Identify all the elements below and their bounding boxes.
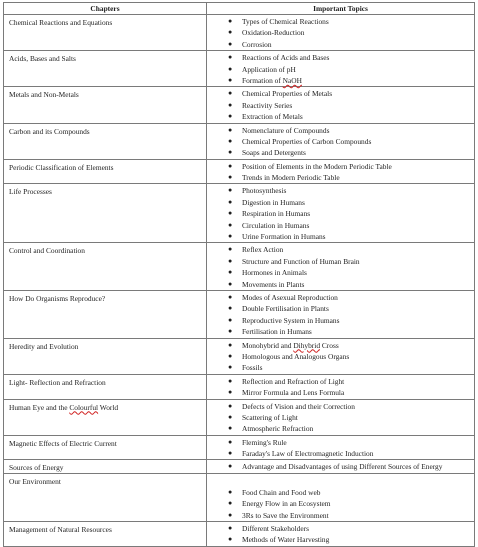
topic-list-item	[207, 267, 474, 278]
table-row	[4, 15, 475, 51]
chapters-topics-table	[3, 2, 475, 547]
table-row	[4, 374, 475, 399]
bullet-icon: ●	[228, 173, 233, 182]
bullet-icon: ●	[228, 401, 233, 410]
bullet-icon: ●	[228, 136, 233, 145]
topic-list-item	[207, 487, 474, 498]
topic-list-item	[207, 510, 474, 521]
topic-text: Structure and Function of Human Brain	[242, 256, 360, 266]
bullet-icon: ●	[228, 327, 233, 336]
chapter-cell: Life Processes	[4, 184, 207, 243]
table-row	[4, 159, 475, 184]
bullet-icon: ●	[228, 197, 233, 206]
topic-list	[207, 376, 474, 399]
topic-text: Nomenclature of Compounds	[242, 125, 330, 135]
topic-list-item	[207, 147, 474, 158]
topic-list-item	[207, 256, 474, 267]
topic-text: Scattering of Light	[242, 412, 298, 422]
topics-cell	[207, 460, 475, 474]
topic-list	[207, 292, 474, 338]
topic-text: Formation of NaOH	[242, 75, 302, 85]
topic-list-item	[207, 423, 474, 434]
topic-text: 3Rs to Save the Environment	[242, 510, 329, 520]
header-important-topics: Important Topics	[207, 3, 475, 15]
bullet-icon: ●	[228, 424, 233, 433]
chapter-cell: Periodic Classification of Elements	[4, 159, 207, 184]
topic-text: Reproductive System in Humans	[242, 315, 340, 325]
table-row	[4, 184, 475, 243]
topic-list-item	[207, 461, 474, 472]
topics-cell	[207, 474, 475, 522]
topic-list-item	[207, 315, 474, 326]
chapter-cell: Our Environment	[4, 474, 207, 522]
topic-text: Different Stakeholders	[242, 524, 309, 534]
bullet-icon: ●	[228, 256, 233, 265]
topic-list-item	[207, 412, 474, 423]
topic-text: Reactivity Series	[242, 100, 293, 110]
topic-list	[207, 461, 474, 472]
topic-list-item	[207, 52, 474, 63]
table-row	[4, 522, 475, 547]
topic-text: Double Fertilisation in Plants	[242, 304, 329, 314]
topic-list-item	[207, 220, 474, 231]
chapter-cell: Management of Natural Resources	[4, 522, 207, 547]
topic-list	[207, 401, 474, 435]
topic-list-item	[207, 39, 474, 50]
topic-text: Photosynthesis	[242, 186, 287, 196]
topic-text: Methods of Water Harvesting	[242, 535, 330, 545]
bullet-icon: ●	[228, 376, 233, 385]
chapter-cell: Human Eye and the Colourful World	[4, 399, 207, 435]
topic-text: Defects of Vision and their Correction	[242, 401, 355, 411]
topic-text: Chemical Properties of Carbon Compounds	[242, 136, 372, 146]
topic-list-item	[207, 351, 474, 362]
topic-text: Reactions of Acids and Bases	[242, 53, 330, 63]
topic-text: Food Chain and Food web	[242, 487, 321, 497]
topic-list-item	[207, 75, 474, 86]
bullet-icon: ●	[228, 28, 233, 37]
topic-list	[207, 161, 474, 184]
bullet-icon: ●	[228, 64, 233, 73]
topic-text: Position of Elements in the Modern Periodic Table	[242, 161, 392, 171]
topic-list-item	[207, 448, 474, 459]
table-row	[4, 460, 475, 474]
bullet-icon: ●	[228, 39, 233, 48]
table-row	[4, 87, 475, 123]
chapter-cell: Heredity and Evolution	[4, 338, 207, 374]
bullet-icon: ●	[228, 487, 233, 496]
topic-list-item	[207, 231, 474, 242]
bullet-icon: ●	[228, 100, 233, 109]
topic-text: Monohybrid and Dihybrid Cross	[242, 340, 339, 350]
table-row	[4, 243, 475, 291]
topic-text: Advantage and Disadvantages of using Different Sources of Energy	[242, 462, 443, 472]
bullet-icon: ●	[228, 17, 233, 25]
topic-text: Homologous and Analogous Organs	[242, 351, 350, 361]
topics-cell	[207, 87, 475, 123]
chapter-cell: Light- Reflection and Refraction	[4, 374, 207, 399]
topic-list-item	[207, 27, 474, 38]
bullet-icon: ●	[228, 437, 233, 446]
topic-list-item	[207, 100, 474, 111]
table-row	[4, 290, 475, 338]
topic-list	[207, 125, 474, 159]
bullet-icon: ●	[228, 363, 233, 372]
topic-list-item	[207, 326, 474, 337]
topic-text: Faraday's Law of Electromagnetic Induction	[242, 449, 374, 459]
chapter-cell: Acids, Bases and Salts	[4, 51, 207, 87]
topic-list-item	[207, 387, 474, 398]
bullet-icon: ●	[228, 232, 233, 241]
topic-list-item	[207, 523, 474, 534]
topic-text: Reflection and Refraction of Light	[242, 376, 345, 386]
topic-text: Digestion in Humans	[242, 197, 305, 207]
document-page	[3, 2, 474, 547]
topic-text: Movements in Plants	[242, 279, 305, 289]
topic-list-item	[207, 136, 474, 147]
topic-text: Modes of Asexual Reproduction	[242, 292, 338, 302]
topic-list-item	[207, 498, 474, 509]
topics-cell	[207, 123, 475, 159]
topic-text: Atmospheric Refraction	[242, 424, 314, 434]
bullet-icon: ●	[228, 499, 233, 508]
bullet-icon: ●	[228, 449, 233, 458]
topics-cell	[207, 338, 475, 374]
bullet-icon: ●	[228, 388, 233, 397]
bullet-icon: ●	[228, 245, 233, 254]
topic-list-item	[207, 437, 474, 448]
topic-text: Soaps and Detergents	[242, 148, 306, 158]
topic-list-item	[207, 88, 474, 99]
topic-text: Trends in Modern Periodic Table	[242, 173, 340, 183]
bullet-icon: ●	[228, 53, 233, 62]
topic-list	[207, 475, 474, 521]
chapter-cell: Carbon and its Compounds	[4, 123, 207, 159]
topics-cell	[207, 399, 475, 435]
chapter-cell: Control and Coordination	[4, 243, 207, 291]
chapter-cell: Sources of Energy	[4, 460, 207, 474]
topic-list	[207, 437, 474, 460]
topic-text: Mirror Formula and Lens Formula	[242, 388, 345, 398]
topic-list	[207, 523, 474, 546]
topic-list-item	[207, 244, 474, 255]
bullet-icon: ●	[228, 462, 233, 471]
topics-cell	[207, 522, 475, 547]
topic-text: Hormones in Animals	[242, 268, 307, 278]
topic-list	[207, 244, 474, 290]
topic-list	[207, 185, 474, 242]
topic-list	[207, 88, 474, 122]
bullet-icon: ●	[228, 535, 233, 544]
topic-text: Energy Flow in an Ecosystem	[242, 499, 331, 509]
topics-cell	[207, 290, 475, 338]
topic-text: Circulation in Humans	[242, 220, 310, 230]
topic-list	[207, 52, 474, 86]
bullet-icon: ●	[228, 510, 233, 519]
topic-text: Urine Formation in Humans	[242, 232, 326, 242]
bullet-icon: ●	[228, 89, 233, 98]
table-row	[4, 123, 475, 159]
table-body	[4, 15, 475, 547]
topics-cell	[207, 435, 475, 460]
topic-list-item	[207, 534, 474, 545]
bullet-icon: ●	[228, 220, 233, 229]
topic-list-item	[207, 16, 474, 27]
chapter-cell: How Do Organisms Reproduce?	[4, 290, 207, 338]
topic-text: Fossils	[242, 363, 263, 373]
topic-list-item	[207, 292, 474, 303]
topic-list-item	[207, 64, 474, 75]
topic-text: Corrosion	[242, 39, 272, 49]
topic-text: Extraction of Metals	[242, 112, 303, 122]
topic-list	[207, 16, 474, 50]
topic-list-item	[207, 208, 474, 219]
chapter-cell: Magnetic Effects of Electric Current	[4, 435, 207, 460]
topic-list-item	[207, 185, 474, 196]
bullet-icon: ●	[228, 186, 233, 195]
topic-list-item	[207, 475, 474, 486]
bullet-icon: ●	[228, 112, 233, 121]
bullet-icon: ●	[228, 279, 233, 288]
topic-list-item	[207, 340, 474, 351]
topic-text: Application of pH	[242, 64, 296, 74]
topic-list-item	[207, 303, 474, 314]
topic-text: Respiration in Humans	[242, 209, 311, 219]
bullet-icon: ●	[228, 209, 233, 218]
topic-list-item	[207, 376, 474, 387]
topics-cell	[207, 243, 475, 291]
topic-list-item	[207, 111, 474, 122]
bullet-icon: ●	[228, 125, 233, 134]
table-row	[4, 338, 475, 374]
bullet-icon: ●	[228, 412, 233, 421]
table-row	[4, 435, 475, 460]
bullet-icon: ●	[228, 292, 233, 301]
bullet-icon: ●	[228, 340, 233, 349]
topic-list-item	[207, 362, 474, 373]
topic-text: Chemical Properties of Metals	[242, 89, 333, 99]
bullet-icon: ●	[228, 161, 233, 170]
topics-cell	[207, 159, 475, 184]
topic-list-item	[207, 279, 474, 290]
table-header-row	[4, 3, 475, 15]
topic-list-item	[207, 197, 474, 208]
topic-list-item	[207, 401, 474, 412]
topic-text: Types of Chemical Reactions	[242, 17, 329, 26]
bullet-icon: ●	[228, 524, 233, 533]
topic-list-item	[207, 172, 474, 183]
topic-text: Reflex Action	[242, 245, 284, 255]
table-row	[4, 474, 475, 522]
bullet-icon: ●	[228, 304, 233, 313]
topics-cell	[207, 15, 475, 51]
topic-text: Fleming's Rule	[242, 437, 287, 447]
topic-text: Fertilisation in Humans	[242, 327, 312, 337]
bullet-icon: ●	[228, 315, 233, 324]
bullet-icon: ●	[228, 75, 233, 84]
topic-list	[207, 340, 474, 374]
topic-list-item	[207, 161, 474, 172]
topic-list-item	[207, 125, 474, 136]
bullet-icon: ●	[228, 268, 233, 277]
topics-cell	[207, 374, 475, 399]
topics-cell	[207, 51, 475, 87]
header-chapters: Chapters	[4, 3, 207, 15]
topics-cell	[207, 184, 475, 243]
chapter-cell: Metals and Non-Metals	[4, 87, 207, 123]
bullet-icon: ●	[228, 351, 233, 360]
bullet-icon: ●	[228, 148, 233, 157]
topic-text: Oxidation-Reduction	[242, 28, 305, 38]
chapter-cell: Chemical Reactions and Equations	[4, 15, 207, 51]
table-row	[4, 51, 475, 87]
table-row	[4, 399, 475, 435]
